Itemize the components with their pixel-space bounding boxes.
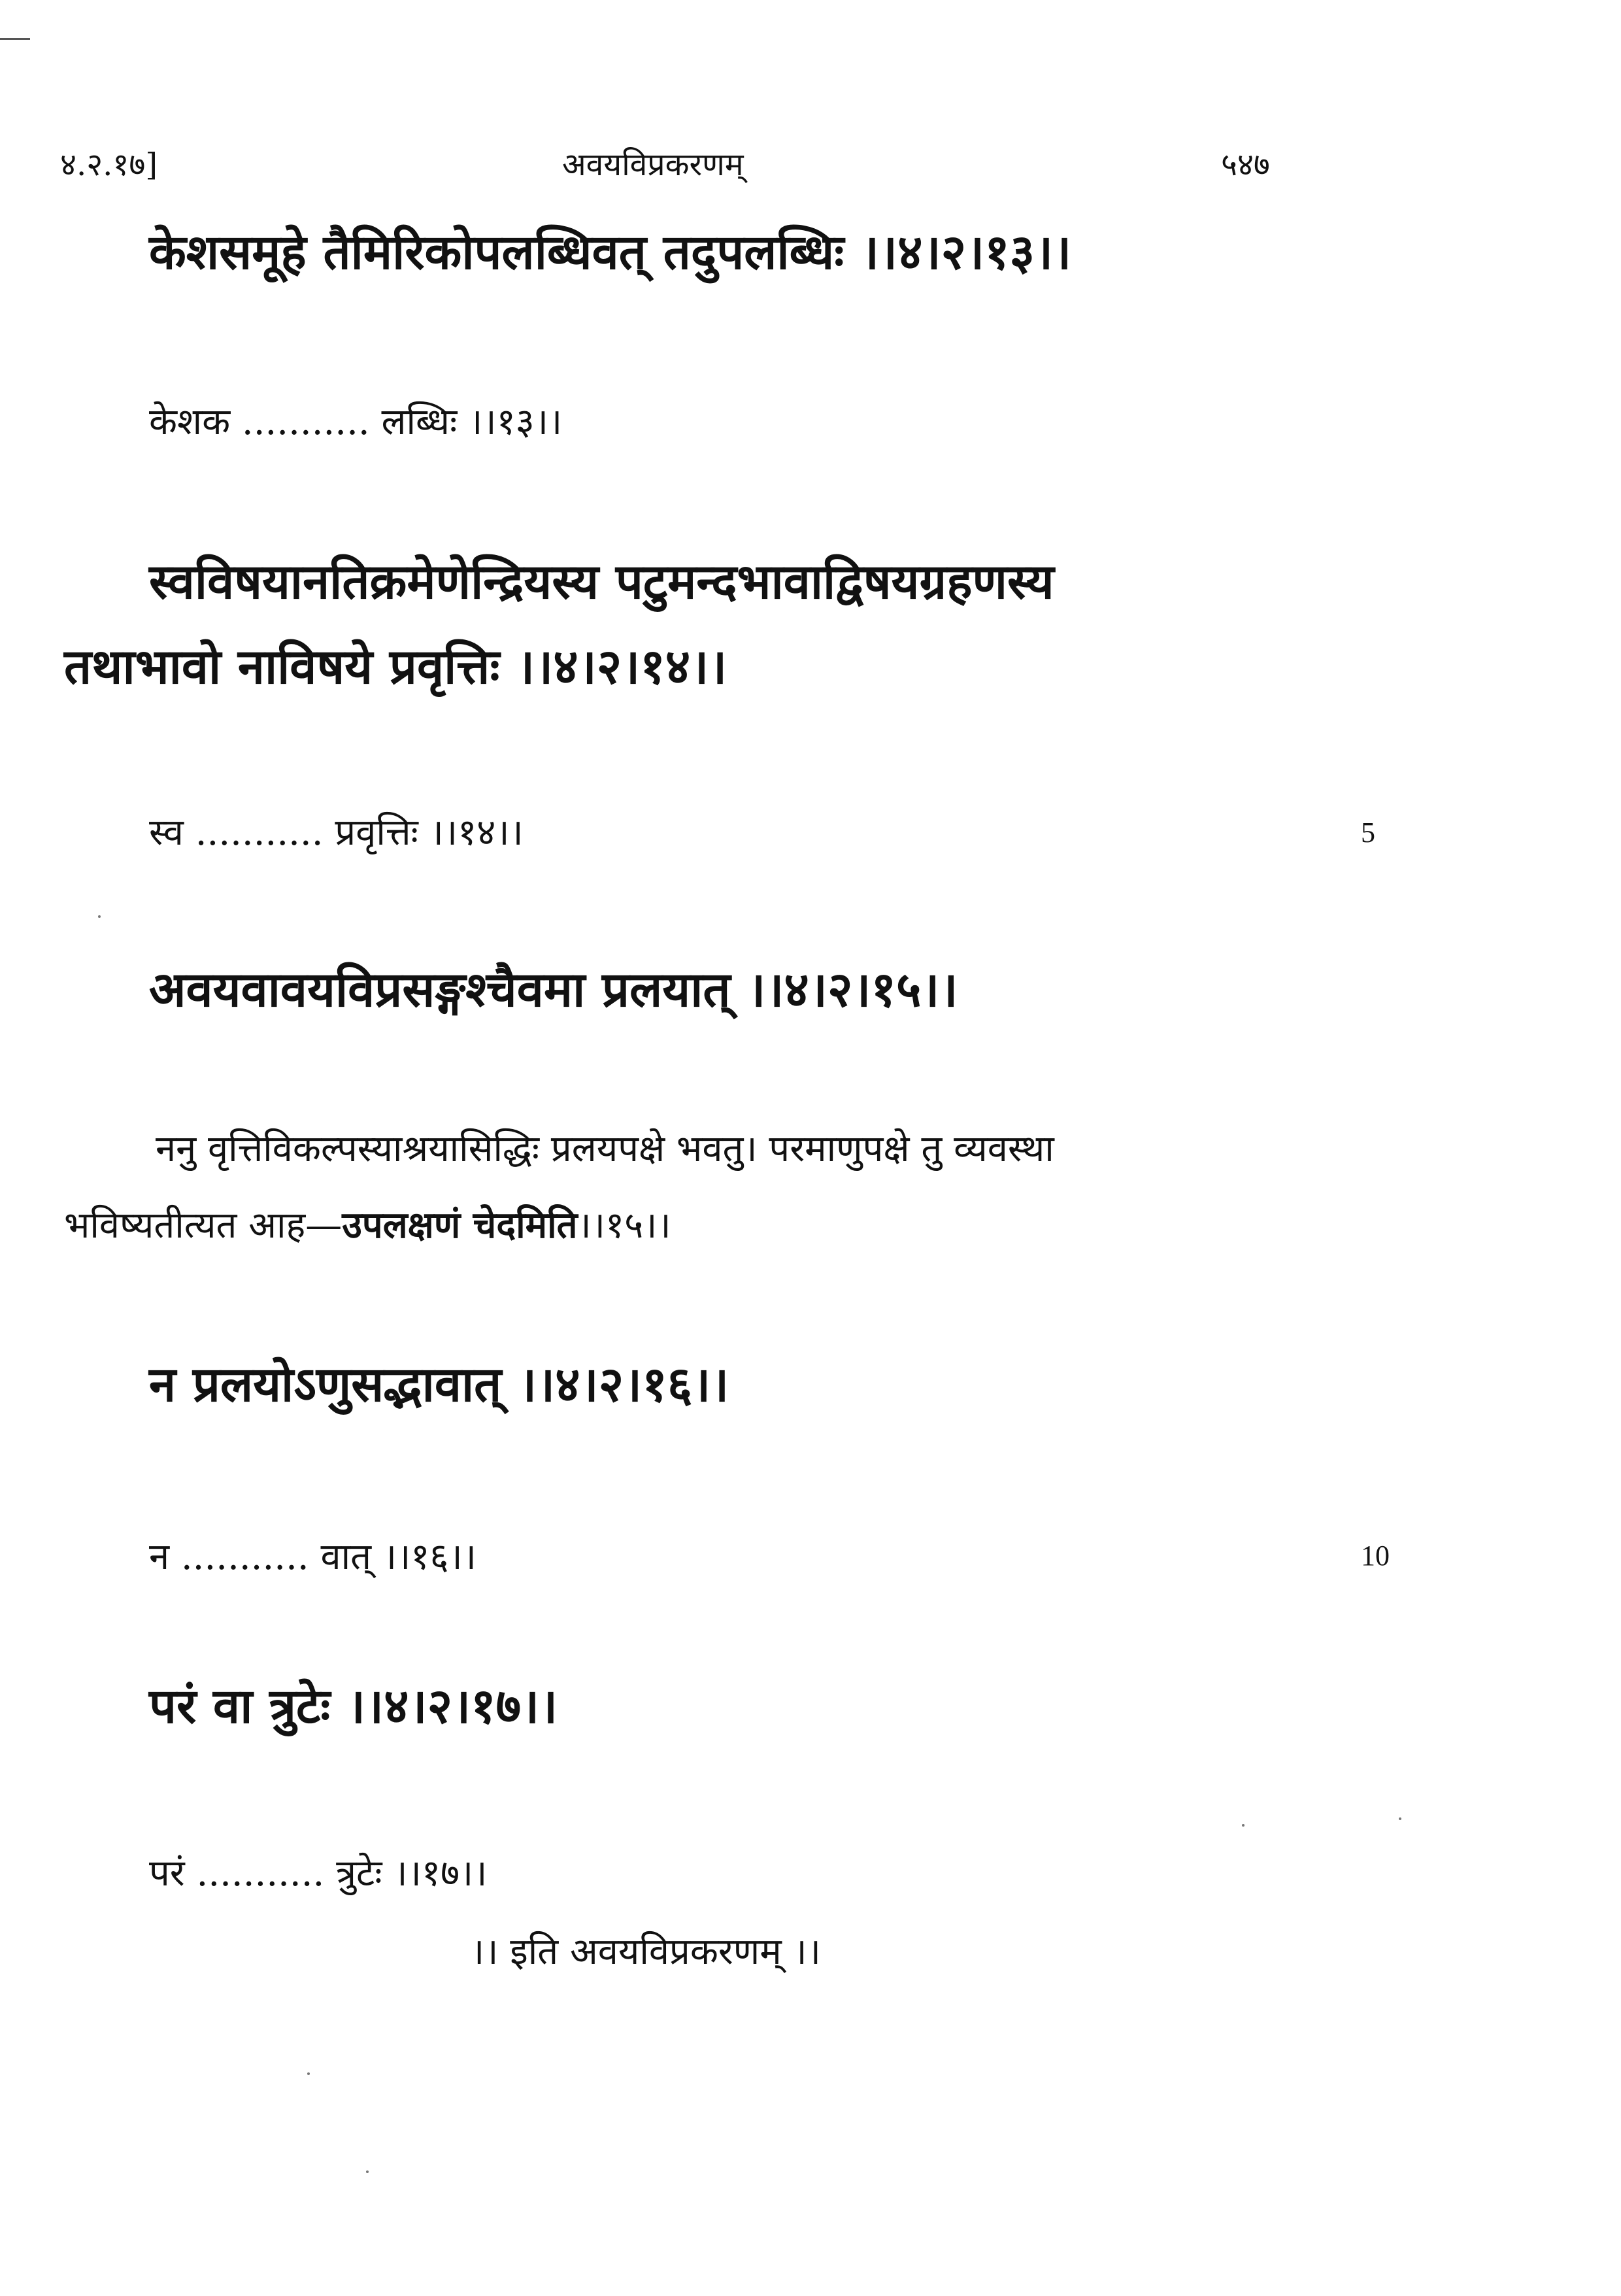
running-head-title: अवयविप्रकरणम्	[562, 146, 744, 183]
abbreviation-17: परं ........... त्रुटेः ।।१७।।	[149, 1852, 488, 1895]
commentary-line-2-prefix: भविष्यतीत्यत आह—	[64, 1204, 343, 1247]
scan-corner-mark	[0, 38, 30, 40]
abbreviation-16: न ........... वात् ।।१६।।	[149, 1536, 476, 1578]
scan-speck	[1399, 1817, 1401, 1820]
scan-speck	[307, 2072, 310, 2075]
scan-speck	[1242, 1824, 1245, 1827]
commentary-line-1: ननु वृत्तिविकल्पस्याश्रयासिद्धिः प्रलयपक्षे भवतु। परमाणुपक्षे तु व्यवस्था	[156, 1128, 1054, 1170]
scan-speck	[98, 915, 101, 918]
scan-speck	[366, 2170, 369, 2173]
running-head-section: ४.२.१७]	[60, 146, 158, 183]
abbreviation-13: केशक ........... लब्धिः ।।१३।।	[149, 401, 563, 443]
sutra-4-2-15: अवयवावयविप्रसङ्गश्चैवमा प्रलयात् ।।४।२।१५।।	[149, 962, 958, 1018]
abbreviation-14: स्व ........... प्रवृत्तिः ।।१४।।	[149, 811, 524, 854]
sutra-4-2-14-line-1: स्वविषयानतिक्रमेणेन्द्रियस्य पटुमन्दभावाद्विषयग्रहणस्य	[149, 554, 1054, 610]
sutra-4-2-17: परं वा त्रुटेः ।।४।२।१७।।	[149, 1678, 558, 1734]
sutra-4-2-14-line-2: तथाभावो नाविषये प्रवृत्तिः ।।४।२।१४।।	[64, 639, 727, 695]
commentary-15	[64, 1111, 1319, 1264]
line-number-10: 10	[1361, 1540, 1390, 1572]
commentary-bold-phrase: उपलक्षणं चेदमिति	[342, 1204, 578, 1247]
sutra-4-2-16: न प्रलयोऽणुसद्भावात् ।।४।२।१६।।	[149, 1357, 729, 1413]
line-number-5: 5	[1361, 817, 1375, 849]
commentary-line-2	[64, 1187, 1319, 1264]
sutra-4-2-13: केशसमूहे तैमिरिकोपलब्धिवत् तदुपलब्धिः ।।४।२।१३।।	[149, 224, 1072, 280]
commentary-line-2-suffix: ।।१५।।	[577, 1204, 671, 1247]
colophon: ।। इति अवयविप्रकरणम् ।।	[471, 1931, 822, 1973]
running-head-page-number: ५४७	[1221, 146, 1270, 183]
